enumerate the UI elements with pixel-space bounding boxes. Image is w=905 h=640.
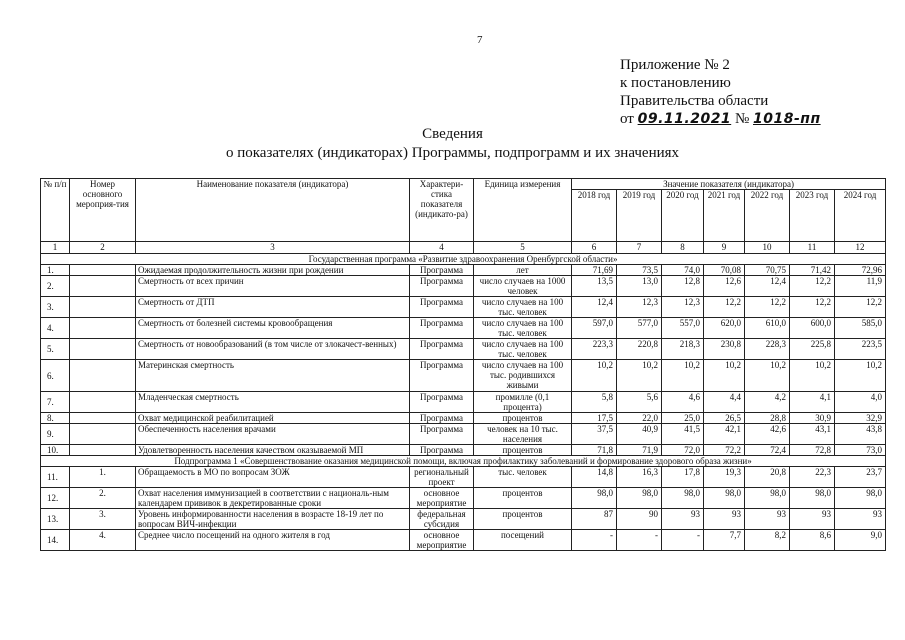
indicator-characteristic: федеральная субсидия — [410, 509, 474, 530]
table-row — [41, 276, 886, 297]
unit-of-measure: промилле (0,1 процента) — [474, 392, 572, 413]
row-number: 7. — [41, 392, 70, 413]
indicator-value: 19,3 — [704, 467, 745, 488]
event-number — [70, 276, 136, 297]
indicator-value: - — [617, 530, 662, 551]
header-event: Номер основного мероприя-тия — [70, 179, 136, 242]
table-row — [41, 318, 886, 339]
indicator-name: Ожидаемая продолжительность жизни при рождении — [136, 265, 410, 276]
indicator-value: 72,4 — [745, 445, 790, 456]
section-row-program — [41, 254, 886, 265]
row-number: 3. — [41, 297, 70, 318]
document-title — [0, 125, 905, 163]
indicator-value: 42,1 — [704, 424, 745, 445]
event-number: 1. — [70, 467, 136, 488]
indicator-value: 73,5 — [617, 265, 662, 276]
indicator-value: 13,5 — [572, 276, 617, 297]
indicator-value: 225,8 — [790, 339, 835, 360]
row-number: 13. — [41, 509, 70, 530]
indicator-value: 10,2 — [745, 360, 790, 392]
indicator-value: 218,3 — [662, 339, 704, 360]
row-number: 10. — [41, 445, 70, 456]
indicator-value: 42,6 — [745, 424, 790, 445]
indicator-value: 10,2 — [662, 360, 704, 392]
indicator-value: 37,5 — [572, 424, 617, 445]
title-line-1: Сведения — [422, 126, 483, 142]
indicator-value: 93 — [835, 509, 886, 530]
indicator-value: 30,9 — [790, 413, 835, 424]
column-numbers-row — [41, 242, 886, 254]
appendix-block — [620, 56, 821, 128]
indicator-value: 610,0 — [745, 318, 790, 339]
indicator-characteristic: Программа — [410, 445, 474, 456]
column-number: 6 — [572, 242, 617, 254]
indicator-value: 93 — [662, 509, 704, 530]
table-row — [41, 392, 886, 413]
indicator-value: 98,0 — [662, 488, 704, 509]
event-number — [70, 318, 136, 339]
indicator-characteristic: Программа — [410, 297, 474, 318]
date-prefix: от — [620, 111, 634, 127]
row-number: 6. — [41, 360, 70, 392]
indicator-value: 40,9 — [617, 424, 662, 445]
indicator-value: 4,2 — [745, 392, 790, 413]
unit-of-measure: число случаев на 100 тыс. родившихся живыми — [474, 360, 572, 392]
indicator-value: 98,0 — [572, 488, 617, 509]
column-number: 4 — [410, 242, 474, 254]
indicator-value: 10,2 — [790, 360, 835, 392]
indicator-value: 26,5 — [704, 413, 745, 424]
indicator-value: 43,8 — [835, 424, 886, 445]
handwritten-number: 1018-пп — [753, 111, 821, 127]
indicator-value: 228,3 — [745, 339, 790, 360]
table-row — [41, 509, 886, 530]
indicator-value: 22,3 — [790, 467, 835, 488]
unit-of-measure: число случаев на 100 тыс. человек — [474, 318, 572, 339]
indicator-value: 16,3 — [617, 467, 662, 488]
indicator-characteristic: Программа — [410, 392, 474, 413]
indicator-name: Смертность от болезней системы кровообращения — [136, 318, 410, 339]
indicator-value: 4,4 — [704, 392, 745, 413]
indicator-value: 10,2 — [704, 360, 745, 392]
indicator-value: 8,2 — [745, 530, 790, 551]
column-number: 5 — [474, 242, 572, 254]
indicator-value: 12,2 — [835, 297, 886, 318]
unit-of-measure: процентов — [474, 488, 572, 509]
indicator-name: Охват медицинской реабилитацией — [136, 413, 410, 424]
indicator-value: 13,0 — [617, 276, 662, 297]
handwritten-date: 09.11.2021 — [637, 111, 732, 127]
column-number: 9 — [704, 242, 745, 254]
unit-of-measure: лет — [474, 265, 572, 276]
appendix-line-3: Правительства области — [620, 93, 769, 109]
indicator-value: 10,2 — [617, 360, 662, 392]
indicator-value: 22,0 — [617, 413, 662, 424]
indicator-value: 72,2 — [704, 445, 745, 456]
header-name: Наименование показателя (индикатора) — [136, 179, 410, 242]
indicator-value: 14,8 — [572, 467, 617, 488]
header-values-group: Значение показателя (индикатора) — [572, 179, 886, 190]
indicator-value: 4,0 — [835, 392, 886, 413]
indicator-value: 12,6 — [704, 276, 745, 297]
table-row — [41, 297, 886, 318]
indicator-value: 93 — [790, 509, 835, 530]
indicator-value: 4,1 — [790, 392, 835, 413]
indicator-name: Обеспеченность населения врачами — [136, 424, 410, 445]
indicator-value: 12,4 — [572, 297, 617, 318]
indicator-value: 71,8 — [572, 445, 617, 456]
indicator-value: 72,0 — [662, 445, 704, 456]
indicator-value: 557,0 — [662, 318, 704, 339]
event-number: 4. — [70, 530, 136, 551]
table-row — [41, 339, 886, 360]
indicator-value: 5,6 — [617, 392, 662, 413]
title-line-2: о показателях (индикаторах) Программы, подпрограмм и их значениях — [225, 145, 680, 161]
column-number: 7 — [617, 242, 662, 254]
indicator-value: 98,0 — [745, 488, 790, 509]
indicator-characteristic: Программа — [410, 413, 474, 424]
indicator-value: 8,6 — [790, 530, 835, 551]
table-row — [41, 413, 886, 424]
indicator-value: 5,8 — [572, 392, 617, 413]
row-number: 8. — [41, 413, 70, 424]
unit-of-measure: посещений — [474, 530, 572, 551]
column-number: 1 — [41, 242, 70, 254]
indicator-value: 17,8 — [662, 467, 704, 488]
indicator-characteristic: основное мероприятие — [410, 488, 474, 509]
unit-of-measure: процентов — [474, 413, 572, 424]
table-row — [41, 467, 886, 488]
unit-of-measure: тыс. человек — [474, 467, 572, 488]
table-row — [41, 424, 886, 445]
indicator-name: Материнская смертность — [136, 360, 410, 392]
row-number: 14. — [41, 530, 70, 551]
indicator-characteristic: Программа — [410, 339, 474, 360]
event-number — [70, 360, 136, 392]
unit-of-measure: процентов — [474, 509, 572, 530]
indicator-value: 220,8 — [617, 339, 662, 360]
indicator-value: 28,8 — [745, 413, 790, 424]
table-row — [41, 488, 886, 509]
indicator-value: 230,8 — [704, 339, 745, 360]
indicator-value: 17,5 — [572, 413, 617, 424]
indicator-value: 90 — [617, 509, 662, 530]
indicator-value: 72,8 — [790, 445, 835, 456]
indicator-characteristic: Программа — [410, 276, 474, 297]
indicator-value: 93 — [704, 509, 745, 530]
indicator-value: 71,9 — [617, 445, 662, 456]
indicator-value: 20,8 — [745, 467, 790, 488]
indicator-name: Смертность от ДТП — [136, 297, 410, 318]
indicator-value: 98,0 — [617, 488, 662, 509]
indicator-value: 10,2 — [572, 360, 617, 392]
appendix-line-2: к постановлению — [620, 75, 731, 91]
event-number: 2. — [70, 488, 136, 509]
indicator-value: 93 — [745, 509, 790, 530]
column-number: 11 — [790, 242, 835, 254]
header-characteristic: Характери-стика показателя (индикато-ра) — [410, 179, 474, 242]
indicator-value: 585,0 — [835, 318, 886, 339]
event-number — [70, 265, 136, 276]
indicator-name: Смертность от новообразований (в том числе от злокачест-венных) — [136, 339, 410, 360]
row-number: 9. — [41, 424, 70, 445]
section-row-subprogram — [41, 456, 886, 467]
indicator-value: - — [662, 530, 704, 551]
indicator-characteristic: Программа — [410, 265, 474, 276]
header-year: 2023 год — [790, 190, 835, 242]
indicator-value: 4,6 — [662, 392, 704, 413]
header-unit: Единица измерения — [474, 179, 572, 242]
header-year: 2018 год — [572, 190, 617, 242]
indicator-name: Уровень информированности населения в возрасте 18-19 лет по вопросам ВИЧ-инфекции — [136, 509, 410, 530]
event-number — [70, 392, 136, 413]
indicator-characteristic: региональный проект — [410, 467, 474, 488]
indicator-characteristic: Программа — [410, 360, 474, 392]
indicator-characteristic: Программа — [410, 318, 474, 339]
header-year: 2024 год — [835, 190, 886, 242]
indicator-value: 223,3 — [572, 339, 617, 360]
indicator-value: 12,2 — [790, 297, 835, 318]
indicator-name: Обращаемость в МО по вопросам ЗОЖ — [136, 467, 410, 488]
indicator-value: 70,75 — [745, 265, 790, 276]
table-row — [41, 530, 886, 551]
indicator-value: 23,7 — [835, 467, 886, 488]
indicator-value: 7,7 — [704, 530, 745, 551]
event-number — [70, 445, 136, 456]
event-number — [70, 297, 136, 318]
indicator-value: 71,69 — [572, 265, 617, 276]
indicator-value: 620,0 — [704, 318, 745, 339]
unit-of-measure: число случаев на 100 тыс. человек — [474, 339, 572, 360]
table-row — [41, 445, 886, 456]
column-number: 3 — [136, 242, 410, 254]
table-row — [41, 265, 886, 276]
indicator-value: 12,2 — [790, 276, 835, 297]
row-number: 1. — [41, 265, 70, 276]
row-number: 11. — [41, 467, 70, 488]
appendix-line-1: Приложение № 2 — [620, 57, 730, 73]
event-number — [70, 424, 136, 445]
indicator-value: 597,0 — [572, 318, 617, 339]
indicator-value: - — [572, 530, 617, 551]
header-np: № п/п — [41, 179, 70, 242]
indicator-value: 25,0 — [662, 413, 704, 424]
number-prefix: № — [734, 111, 750, 127]
column-number: 2 — [70, 242, 136, 254]
column-number: 10 — [745, 242, 790, 254]
indicator-name: Среднее число посещений на одного жителя в год — [136, 530, 410, 551]
event-number: 3. — [70, 509, 136, 530]
indicator-value: 74,0 — [662, 265, 704, 276]
indicator-value: 72,96 — [835, 265, 886, 276]
indicator-name: Смертность от всех причин — [136, 276, 410, 297]
indicator-value: 10,2 — [835, 360, 886, 392]
indicator-value: 43,1 — [790, 424, 835, 445]
indicator-name: Удовлетворенность населения качеством оказываемой МП — [136, 445, 410, 456]
column-number: 12 — [835, 242, 886, 254]
unit-of-measure: число случаев на 100 тыс. человек — [474, 297, 572, 318]
unit-of-measure: число случаев на 1000 человек — [474, 276, 572, 297]
indicator-value: 41,5 — [662, 424, 704, 445]
indicator-value: 12,2 — [745, 297, 790, 318]
indicator-value: 70,08 — [704, 265, 745, 276]
indicator-value: 577,0 — [617, 318, 662, 339]
header-year: 2019 год — [617, 190, 662, 242]
indicator-value: 11,9 — [835, 276, 886, 297]
page-number: 7 — [477, 34, 483, 46]
indicator-value: 12,8 — [662, 276, 704, 297]
table-body — [41, 242, 886, 551]
unit-of-measure: процентов — [474, 445, 572, 456]
indicator-name: Охват населения иммунизацией в соответствии с националь-ным календарем прививок в декретированные сроки — [136, 488, 410, 509]
unit-of-measure: человек на 10 тыс. населения — [474, 424, 572, 445]
event-number — [70, 339, 136, 360]
indicator-value: 87 — [572, 509, 617, 530]
table-row — [41, 360, 886, 392]
header-year: 2021 год — [704, 190, 745, 242]
indicator-value: 9,0 — [835, 530, 886, 551]
indicator-characteristic: Программа — [410, 424, 474, 445]
indicator-value: 32,9 — [835, 413, 886, 424]
column-number: 8 — [662, 242, 704, 254]
indicator-value: 12,3 — [617, 297, 662, 318]
row-number: 4. — [41, 318, 70, 339]
header-year: 2020 год — [662, 190, 704, 242]
indicator-value: 12,2 — [704, 297, 745, 318]
indicator-value: 98,0 — [704, 488, 745, 509]
header-year: 2022 год — [745, 190, 790, 242]
event-number — [70, 413, 136, 424]
indicator-value: 98,0 — [790, 488, 835, 509]
section-title: Подпрограмма 1 «Совершенствование оказания медицинской помощи, включая профилактику заболеваний и формирование здорового образа жизни» — [41, 456, 886, 467]
indicator-value: 12,3 — [662, 297, 704, 318]
indicator-name: Младенческая смертность — [136, 392, 410, 413]
row-number: 12. — [41, 488, 70, 509]
indicator-value: 73,0 — [835, 445, 886, 456]
indicator-value: 71,42 — [790, 265, 835, 276]
indicator-value: 98,0 — [835, 488, 886, 509]
indicators-table — [40, 178, 886, 551]
row-number: 2. — [41, 276, 70, 297]
row-number: 5. — [41, 339, 70, 360]
section-title: Государственная программа «Развитие здравоохранения Оренбургской области» — [41, 254, 886, 265]
indicator-characteristic: основное мероприятие — [410, 530, 474, 551]
indicator-value: 600,0 — [790, 318, 835, 339]
indicator-value: 223,5 — [835, 339, 886, 360]
indicator-value: 12,4 — [745, 276, 790, 297]
